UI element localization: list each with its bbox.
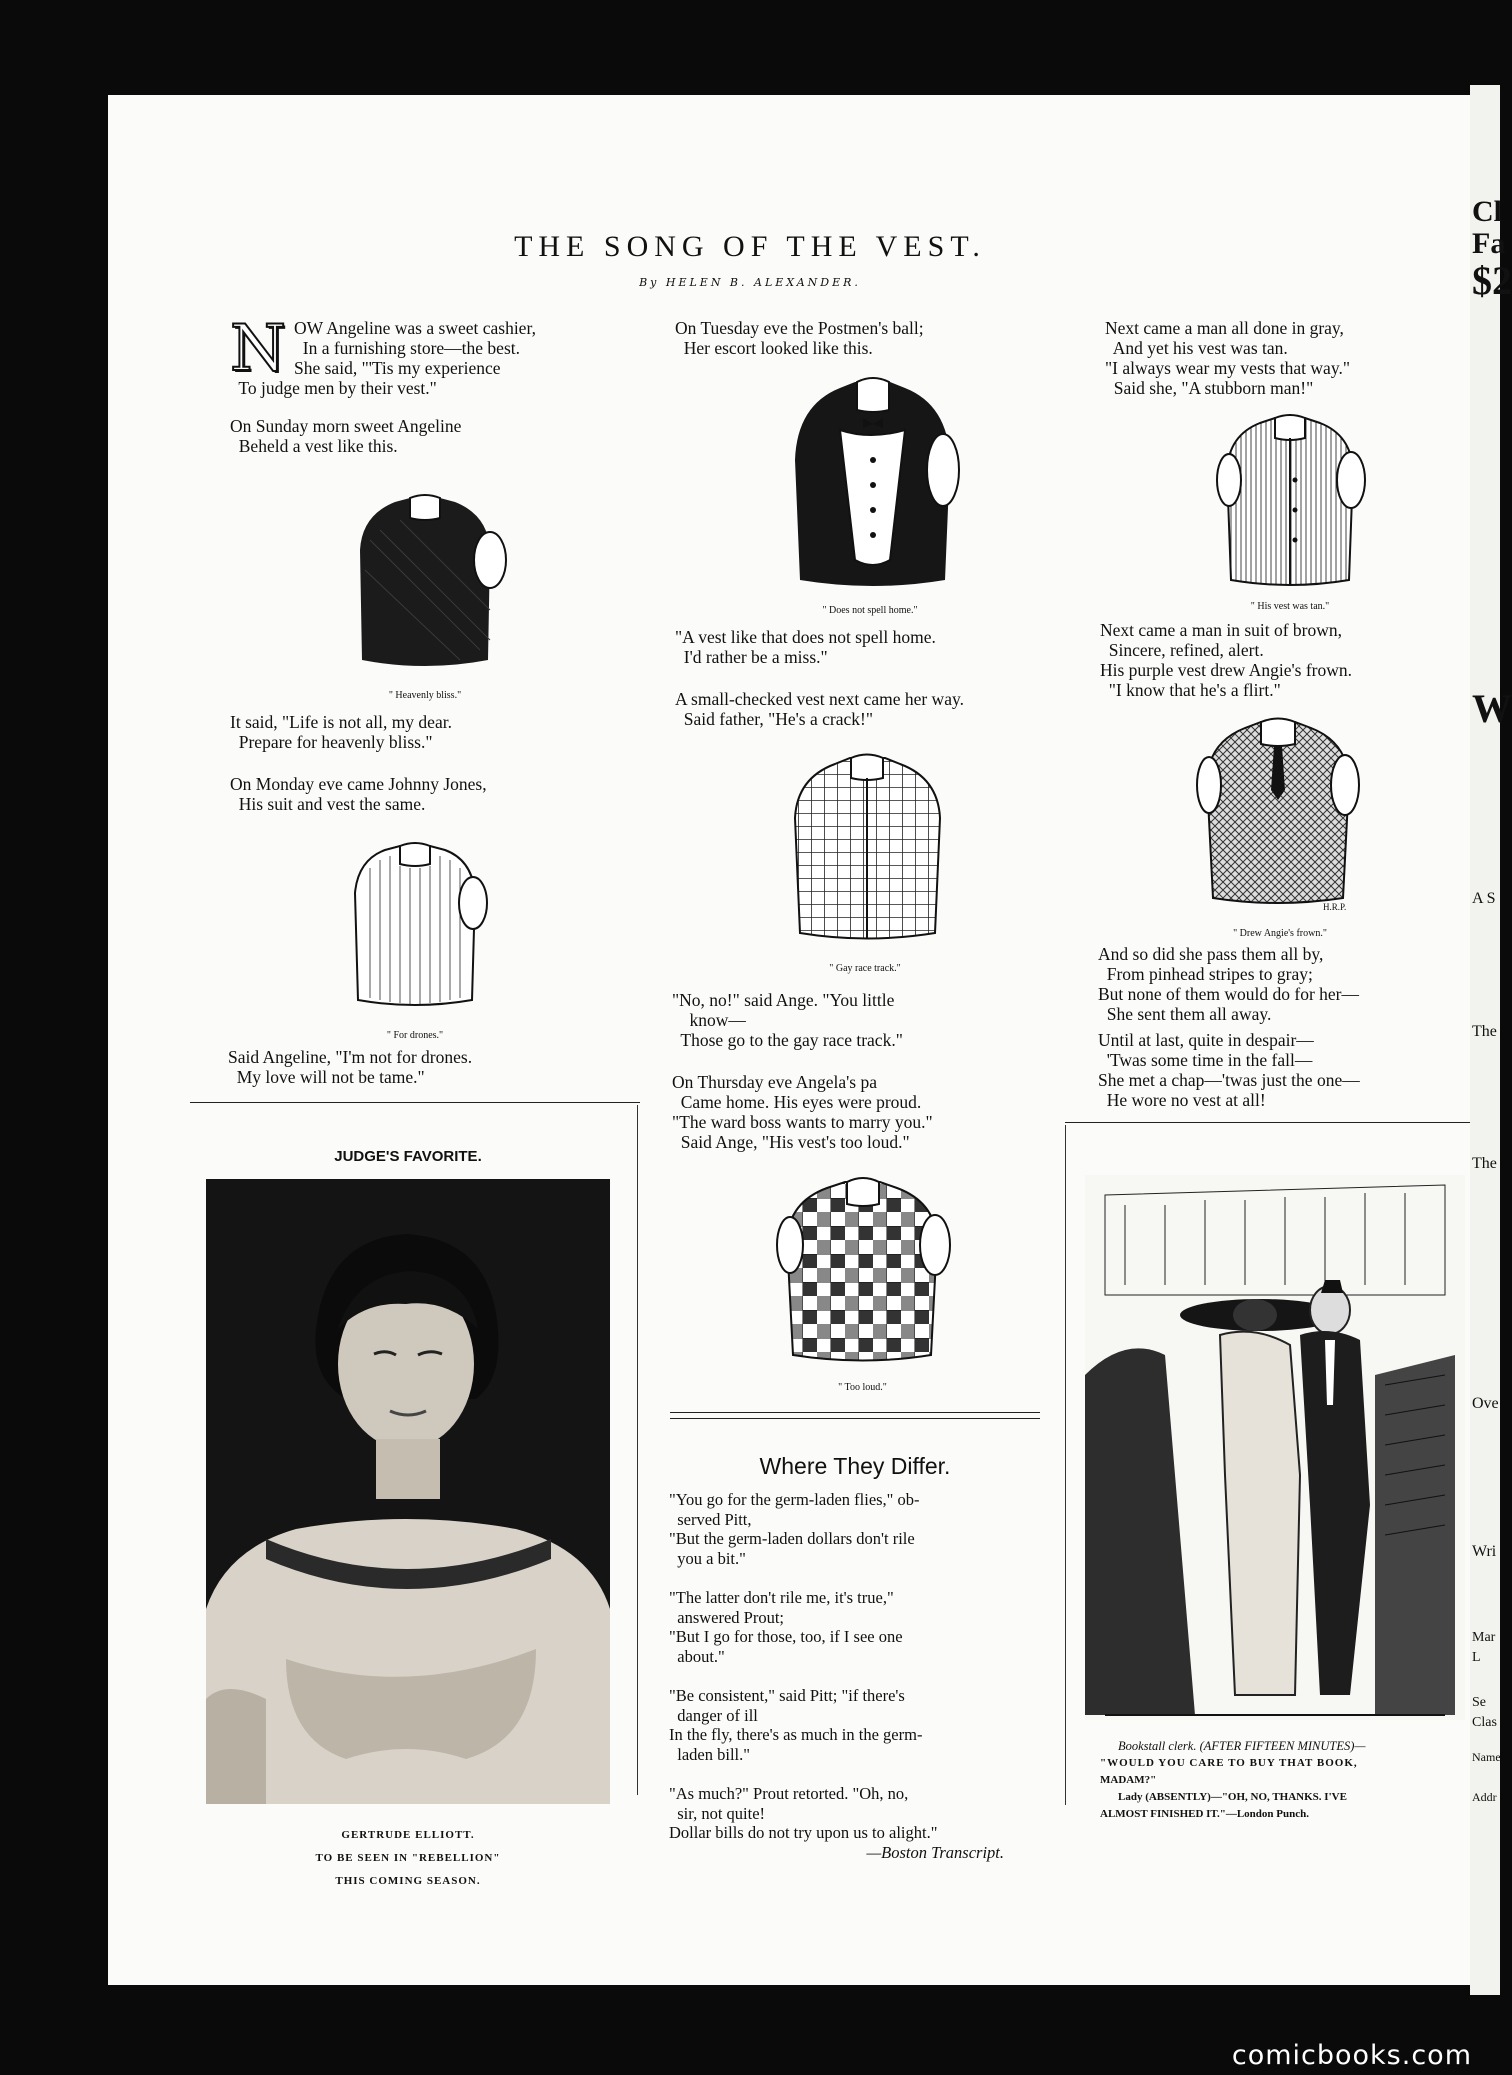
stanza: A small-checked vest next came her way. Said father, "He's a crack!" (675, 689, 964, 729)
gray-vest-illustration (1215, 410, 1365, 595)
stanza: "The latter don't rile me, it's true," answered Prout; "But I go for those, too, if I see one about." (669, 1588, 903, 1666)
edge-fragment: W (1472, 686, 1512, 731)
edge-fragment: Name (1472, 1750, 1501, 1764)
stanza: "A vest like that does not spell home. I'd rather be a miss." (675, 627, 936, 667)
stanza: "You go for the germ-laden flies," ob- served Pitt, "But the germ-laden dollars don't rile you a bit." (669, 1490, 920, 1568)
stanza: OW Angeline was a sweet cashier, In a furnishing store—the best. She said, "'Tis my experience To judge men by their vest." (238, 318, 536, 398)
caption-line: "WOULD YOU CARE TO BUY THAT BOOK, (1100, 1757, 1358, 1769)
edge-fragment: L (1472, 1650, 1481, 1665)
edge-fragment: Addr (1472, 1790, 1497, 1804)
vest-caption: " For drones." (386, 1030, 444, 1041)
stanza: Next came a man all done in gray, And yet his vest was tan. "I always wear my vests that way." Said she, "A stubborn man!" (1105, 318, 1350, 398)
drop-cap: N (230, 312, 286, 386)
column-rule (637, 1105, 638, 1795)
stanza: On Tuesday eve the Postmen's ball; Her escort looked like this. (675, 318, 924, 358)
article-title: THE SONG OF THE VEST. (514, 230, 986, 263)
edge-fragment: Se (1472, 1695, 1486, 1710)
checked-vest-illustration (785, 748, 950, 948)
striped-vest-illustration (340, 838, 490, 1013)
artist-signature: H.R.P. (1323, 902, 1347, 912)
poem-column-3b (1100, 620, 1470, 718)
vest-caption: " Heavenly bliss." (388, 690, 462, 701)
section-divider (1065, 1122, 1470, 1123)
edge-fragment: A S (1472, 890, 1496, 907)
dark-vest-illustration (340, 490, 510, 675)
section-divider (670, 1412, 1040, 1413)
stanza: "No, no!" said Ange. "You little know— Those go to the gay race track." (672, 990, 903, 1050)
vest-caption: " Gay race track." (829, 963, 901, 974)
portrait-caption-name: GERTRUDE ELLIOTT. (341, 1829, 475, 1841)
judges-favorite-heading: JUDGE'S FAVORITE. (334, 1148, 482, 1165)
section-divider (670, 1418, 1040, 1419)
caption-line: ALMOST FINISHED IT."—London Punch. (1100, 1808, 1309, 1820)
edge-fragment: Ove (1472, 1395, 1499, 1412)
section-divider (190, 1102, 640, 1103)
caption-line: Lady (ABSENTLY)—"OH, NO, THANKS. I'VE (1118, 1791, 1347, 1803)
stanza: And so did she pass them all by, From pinhead stripes to gray; But none of them would do for her— She sent them all away. (1098, 944, 1359, 1024)
poem-column-1d (228, 1047, 628, 1105)
edge-fragment: Mar (1472, 1630, 1496, 1645)
poem-column-1b (230, 712, 630, 832)
poem-column-2b (675, 627, 1075, 747)
edge-fragment: The (1472, 1023, 1497, 1040)
edge-fragment: $2 (1472, 258, 1512, 303)
stanza: It said, "Life is not all, my dear. Prepare for heavenly bliss." (230, 712, 452, 752)
edge-fragment: Fa (1472, 227, 1506, 260)
stanza: Next came a man in suit of brown, Sincere, refined, alert. His purple vest drew Angie's frown. "I know that he's a flirt." (1100, 620, 1352, 700)
portrait-caption-line: TO BE SEEN IN "REBELLION" (315, 1852, 501, 1864)
cartoon-caption (1100, 1738, 1465, 1823)
poem-column-3 (1105, 318, 1465, 416)
stanza: "As much?" Prout retorted. "Oh, no, sir, not quite! Dollar bills do not try upon us to alight." (669, 1784, 938, 1842)
poem-column-2d (672, 990, 1082, 1170)
stanza: On Thursday eve Angela's pa Came home. His eyes were proud. "The ward boss wants to marry you." Said Ange, "His vest's too loud." (672, 1072, 933, 1152)
caption-line: Bookstall clerk. (AFTER FIFTEEN MINUTES)— (1118, 1739, 1366, 1753)
column-rule (1065, 1125, 1066, 1805)
vest-caption: " Too loud." (838, 1382, 887, 1393)
stanza: On Sunday morn sweet Angeline Beheld a vest like this. (230, 416, 462, 456)
watermark: comicbooks.com (1231, 2040, 1472, 2071)
opening-stanza (230, 312, 630, 398)
stanza: Until at last, quite in despair— 'Twas some time in the fall— She met a chap—'twas just the one— He wore no vest at all! (1098, 1030, 1360, 1110)
poem-column-3c (1098, 944, 1478, 1128)
byline: By HELEN B. ALEXANDER. (639, 276, 861, 289)
where-they-differ-poem (669, 1490, 1044, 1862)
source-credit: —Boston Transcript. (866, 1842, 1004, 1862)
vest-caption: " Drew Angie's frown." (1233, 928, 1327, 939)
edge-fragment: The (1472, 1155, 1497, 1172)
stanza: Said Angeline, "I'm not for drones. My love will not be tame." (228, 1047, 473, 1087)
caption-line: MADAM?" (1100, 1774, 1157, 1786)
portrait-caption-line: THIS COMING SEASON. (335, 1875, 481, 1887)
stanza: "Be consistent," said Pitt; "if there's danger of ill In the fly, there's as much in the germ- laden bill." (669, 1686, 923, 1764)
poem-column-2 (675, 318, 1075, 376)
dress-vest-illustration (785, 370, 960, 595)
portrait-photo (206, 1179, 610, 1804)
vest-caption: " Does not spell home." (822, 605, 918, 616)
poem-column-1 (230, 312, 630, 474)
vest-caption: " His vest was tan." (1250, 601, 1330, 612)
edge-fragment: Cl (1472, 195, 1502, 228)
loud-vest-illustration (775, 1170, 950, 1370)
where-they-differ-heading: Where They Differ. (759, 1453, 951, 1479)
purple-vest-illustration (1195, 710, 1360, 915)
stanza: On Monday eve came Johnny Jones, His suit and vest the same. (230, 774, 487, 814)
edge-fragment: Clas (1472, 1715, 1497, 1730)
edge-fragment: Wri (1472, 1543, 1497, 1560)
bookstall-cartoon (1085, 1175, 1465, 1720)
portrait-image (206, 1179, 610, 1804)
